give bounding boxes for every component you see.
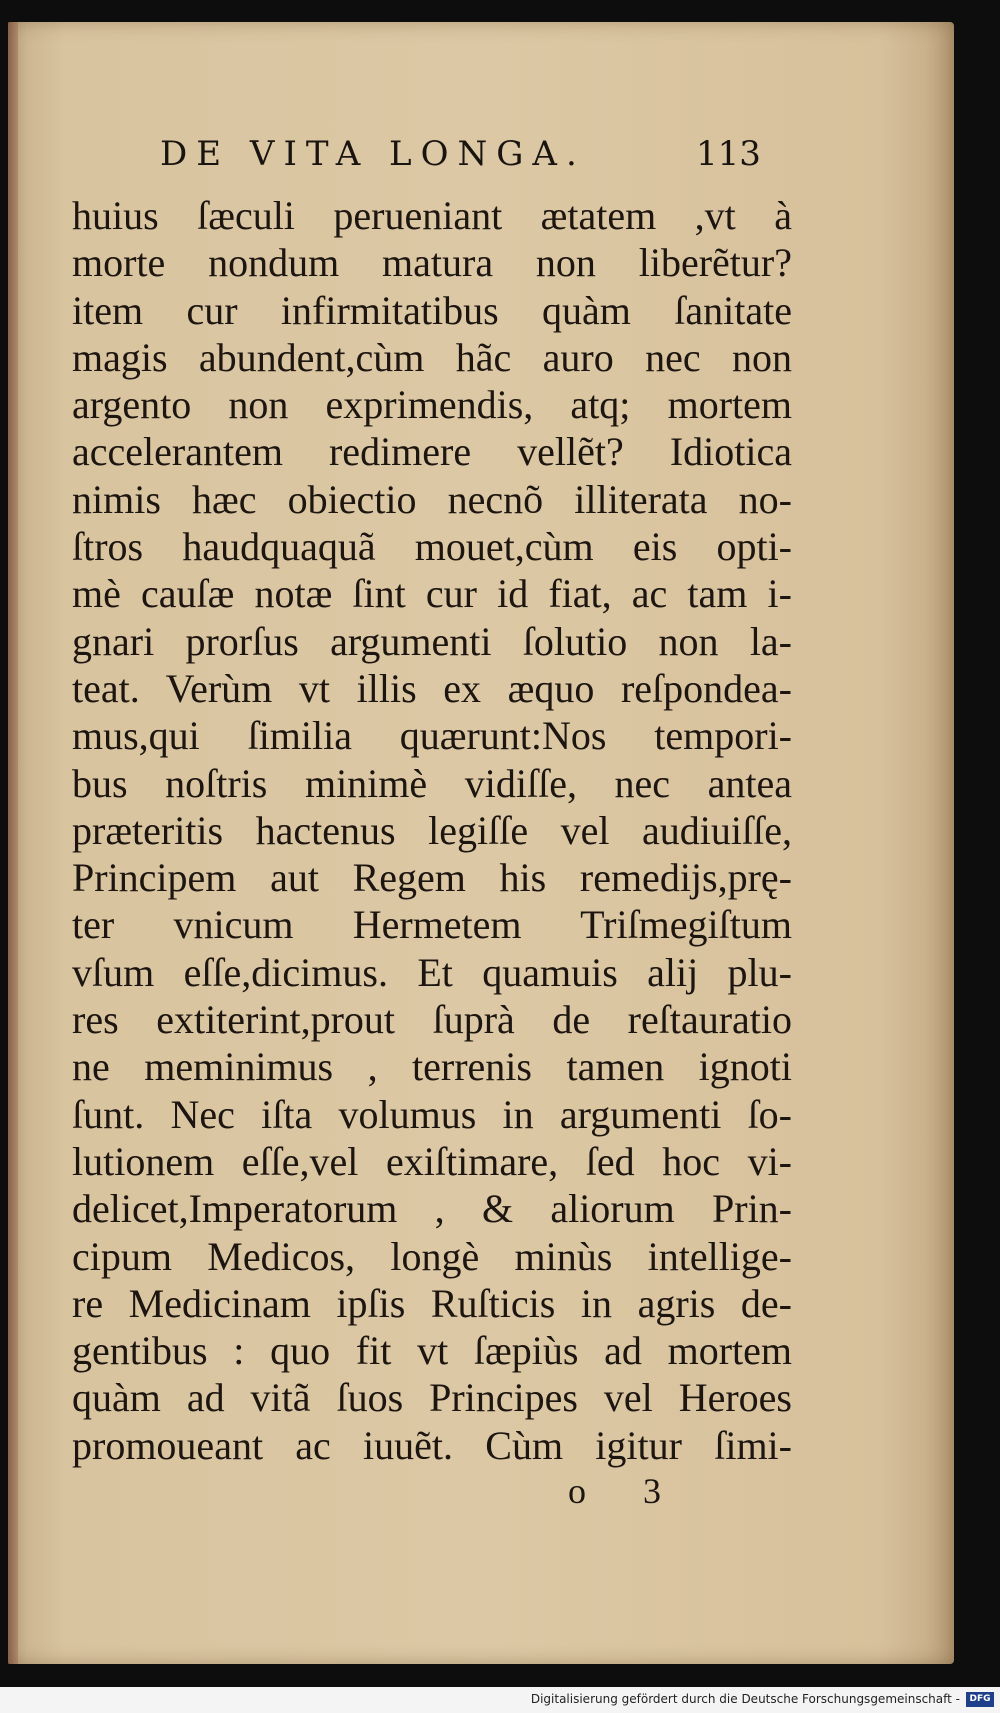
text-line: vſum eſſe,dicimus. Et quamuis alij plu-	[72, 949, 792, 995]
text-line: argento non exprimendis, atq; mortem	[72, 382, 792, 428]
text-line: teat. Verùm vt illis ex æquo reſpondea-	[72, 665, 792, 711]
text-line: ne meminimus , terrenis tamen ignoti	[72, 1044, 792, 1090]
text-line: promoueant ac iuuẽt. Cùm igitur ſimi-	[72, 1422, 792, 1468]
footer-credit: Digitalisierung gefördert durch die Deutsche Forschungsgemeinschaft -	[530, 1692, 960, 1706]
text-line: ſtros haudquaquã mouet,cùm eis opti-	[72, 524, 792, 570]
text-line: ter vnicum Hermetem Triſmegiſtum	[72, 902, 792, 948]
text-line: quàm ad vitã ſuos Principes vel Heroes	[72, 1375, 792, 1421]
text-line: huius ſæculi perueniant ætatem ,vt à	[72, 193, 792, 238]
text-line: mè cauſæ notæ ſint cur id fiat, ac tam i-	[72, 571, 792, 617]
text-line: Principem aut Regem his remedijs,prę-	[72, 855, 792, 901]
text-line: præteritis hactenus legiſſe vel audiuiſſe,	[72, 807, 792, 853]
signature-mark: o 3	[568, 1471, 685, 1511]
page-number: 113	[696, 134, 761, 174]
text-line: cipum Medicos, longè minùs intellige-	[72, 1233, 792, 1279]
text-line: ſunt. Nec iſta volumus in argumenti ſo-	[72, 1091, 792, 1137]
text-line: re Medicinam ipſis Ruſticis in agris de-	[72, 1280, 792, 1326]
book-page	[8, 22, 954, 1664]
body-text	[72, 192, 792, 1469]
text-line: bus noſtris minimè vidiſſe, nec antea	[72, 760, 792, 806]
running-head-title: DE VITA LONGA.	[160, 134, 586, 174]
text-line: res extiterint,prout ſuprà de reſtauratio	[72, 997, 792, 1043]
text-line: accelerantem redimere vellẽt? Idiotica	[72, 429, 792, 475]
text-line: gnari prorſus argumenti ſolutio non la-	[72, 618, 792, 664]
text-line: item cur infirmitatibus quàm ſanitate	[72, 287, 792, 333]
text-line: morte nondum matura non liberẽtur?	[72, 240, 792, 286]
text-line: mus,qui ſimilia quærunt:Nos tempori-	[72, 713, 792, 759]
text-line: magis abundent,cùm hãc auro nec non	[72, 334, 792, 380]
running-head	[8, 122, 954, 182]
digitization-footer	[0, 1687, 1000, 1713]
text-line: gentibus : quo fit vt ſæpiùs ad mortem	[72, 1328, 792, 1374]
dfg-logo: DFG	[966, 1692, 994, 1707]
text-line: lutionem eſſe,vel exiſtimare, ſed hoc vi-	[72, 1138, 792, 1184]
text-line: nimis hæc obiectio necnõ illiterata no-	[72, 476, 792, 522]
text-line: delicet,Imperatorum , & aliorum Prin-	[72, 1186, 792, 1232]
